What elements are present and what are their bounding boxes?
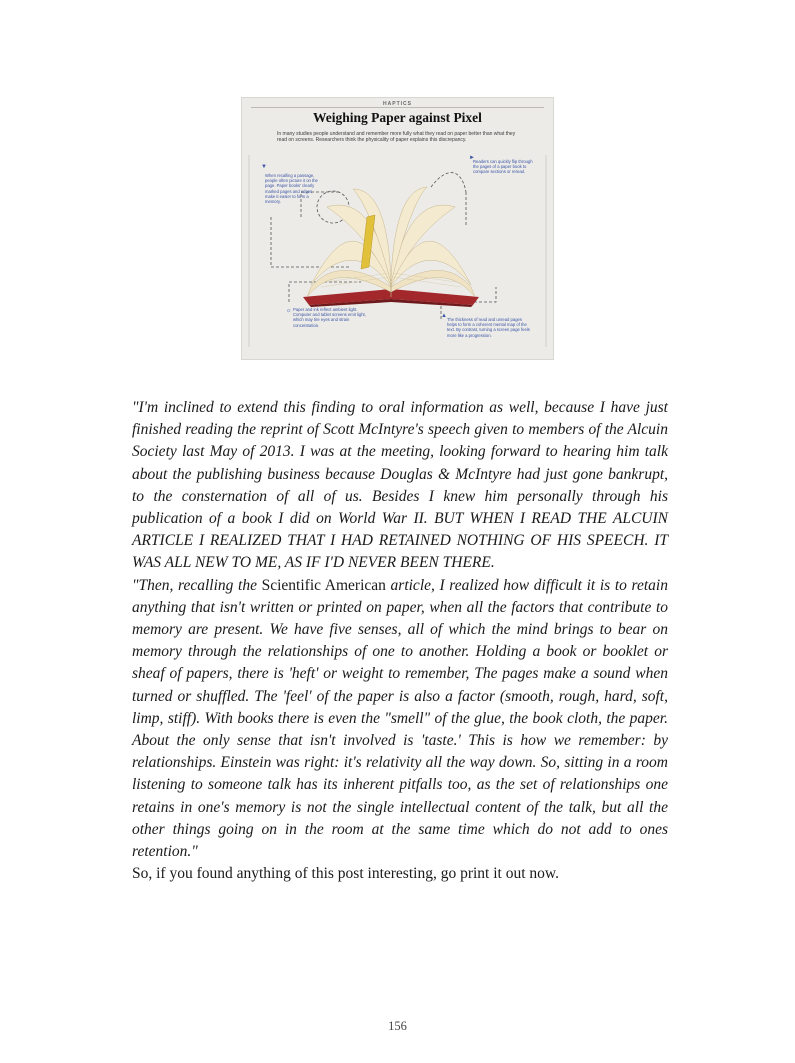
- callout-flip: Readers can quickly flip through the pages of a paper book to compare sections or reread.: [473, 159, 533, 175]
- light-icon: ☼: [286, 308, 292, 314]
- article-clipping-image: [241, 97, 554, 360]
- magazine-name: Scientific American: [261, 576, 386, 594]
- callout-memory: When recalling a passage, people often picture it on the page. Paper books' clearly marked pages and edges make it easier to form a memory.: [265, 173, 318, 205]
- body-text: [132, 397, 668, 885]
- quote-paragraph-1: "I'm inclined to extend this finding to oral information as well, because I have just finished reading the reprint of Scott McIntyre's speech given to members of the Alcuin Society last May of 2013. I was at the meeting, looking forward to hearing him talk about the publishing business because Douglas & McIntyre had just gone bankrupt, to the consternation of all of us. Besides I knew him personally through his publication of a book I did on World War II. BUT WHEN I READ THE ALCUIN ARTICLE I REALIZED THAT I HAD RETAINED NOTHING OF HIS SPEECH. IT WAS ALL NEW TO ME, AS IF I'D NEVER BEEN THERE.: [132, 399, 668, 572]
- quote-2-body: article, I realized how difficult it is to retain anything that isn't written or printed on paper, when all the factors that contribute to memory are present. We have five senses, all of which the mind brings to bear on memory through the relationships of one to another. Holding a book or booklet or sheaf of papers, there is 'heft' or weight to remember, The pages make a sound when turned or shuffled. The 'feel' of the paper is also a factor (smooth, rough, hard, soft, limp, stiff). With books there is even the "smell" of the glue, the book cloth, the paper. About the only sense that isn't involved is 'taste.' This is how we remember: by relationships. Einstein was right: it's relativity all the way down. So, sitting in a room listening to someone talk has its inherent pitfalls too, as the set of relationships one retains in one's memory is not the single intellectual content of the talk, but all the other things going on in the room at the same time which do not add to ones retention.": [132, 576, 668, 861]
- flip-icon: ►: [469, 155, 475, 161]
- section-label: HAPTICS: [383, 101, 412, 107]
- clipping-lede: In many studies people understand and remember more fully what they read on paper better than what they read on screens. Researchers think the physicality of paper explains this discrepancy.: [277, 131, 516, 143]
- quote-2-lead: "Then, recalling the: [132, 576, 262, 594]
- clipping-title: Weighing Paper against Pixel: [313, 110, 482, 125]
- callout-pages: The thickness of read and unread pages helps to form a coherent mental map of the text. By contrast, turning a screen page feels more like a progression.: [447, 317, 530, 338]
- memory-icon: ▼: [261, 164, 267, 170]
- pages-icon: ▲: [441, 313, 447, 319]
- page-number: 156: [388, 1019, 407, 1033]
- closing-line: So, if you found anything of this post interesting, go print it out now.: [132, 865, 559, 883]
- quote-paragraph-2: [132, 575, 668, 864]
- callout-light: Paper and ink reflect ambient light. Computer and tablet screens emit light, which may tire eyes and strain concentration.: [293, 307, 366, 328]
